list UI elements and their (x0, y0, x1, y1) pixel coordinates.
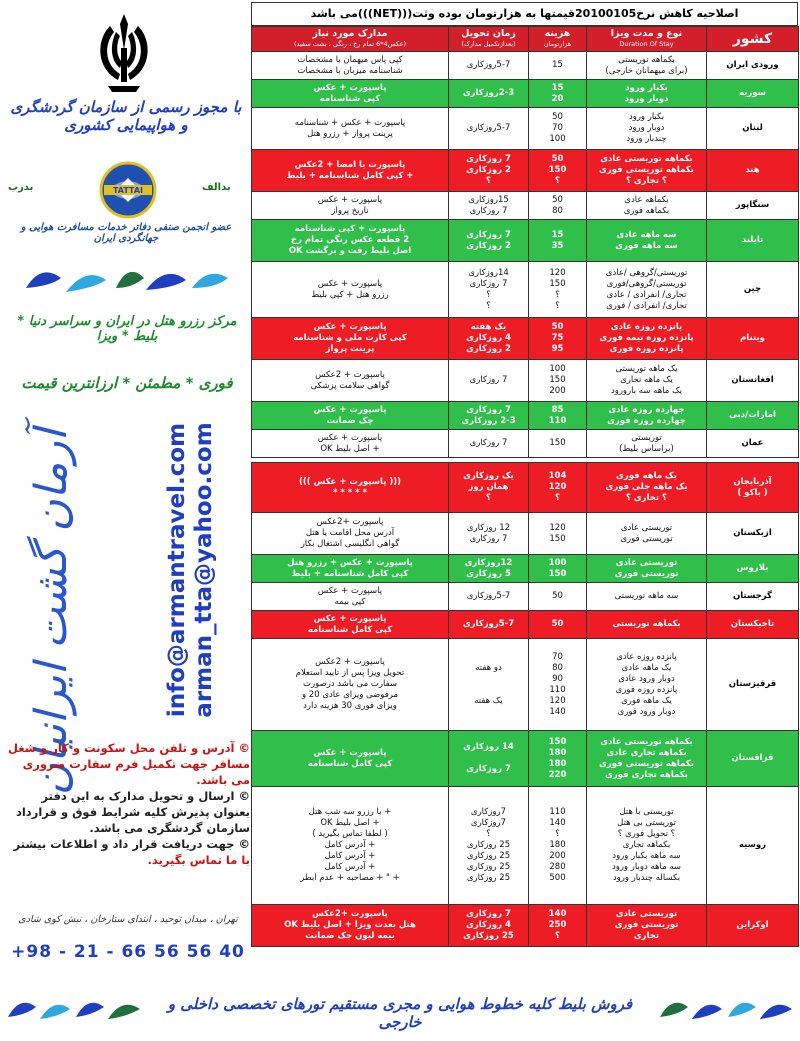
cell-time: 5-7روزکاری (449, 108, 529, 150)
cell-docs: پاسپورت + عکس + شناسنامه پرینت پرواز + رزرو هتل (252, 108, 449, 150)
notice-1: © آدرس و تلفن محل سکونت و کار و شغل مسافر جهت تکمیل فرم سفارت ضروری می باشد. (7, 741, 250, 787)
cell-country: تایلند (707, 220, 799, 262)
table-row (252, 108, 799, 150)
cell-docs: پاسپورت + عکس چک ضمانت (252, 402, 449, 430)
table-row (252, 639, 799, 731)
cell-docs: پاسپورت + عکس کپی کامل شناسنامه (252, 611, 449, 639)
table-row (252, 52, 799, 80)
cell-time: 7 روزکاری (449, 430, 529, 458)
cell-country: قزاقستان (707, 731, 799, 787)
col-time: زمان تحویل (بعدازتکمیل مدارک) (449, 27, 529, 52)
cell-country: سنگاپور (707, 192, 799, 220)
cell-type: پانزده روزه عادی پانزده روزه نیمه فوری پانزده روزه فوری (587, 318, 707, 360)
bism-left: بدالف (202, 182, 231, 193)
cell-type: توریستی عادی توریستی فوری (587, 555, 707, 583)
table-row (252, 513, 799, 555)
cell-price: 50 75 95 (529, 318, 587, 360)
table-row (252, 150, 799, 192)
cell-time: 7 روزکاری 4 روزکاری 25 روزکاری (449, 905, 529, 947)
cell-time: دو هفته یک هفته (449, 639, 529, 731)
cell-type: سه ماهه توریستی (587, 583, 707, 611)
cell-country: اوکراین (707, 905, 799, 947)
cell-time: 12 روزکاری 7 روزکاری (449, 513, 529, 555)
cell-country: ورودی ایران (707, 52, 799, 80)
cell-docs: پاسپورت + عکس تاریخ پرواز (252, 192, 449, 220)
cell-time: 7 روزکاری 2 روزکاری (449, 220, 529, 262)
cell-time: 15روزکاری 7 روزکاری (449, 192, 529, 220)
cell-type: یک ماهه فوری یک ماهه جلی فوری ؟ تجاری ؟ (587, 463, 707, 513)
cell-price: 104 120 ؟ (529, 463, 587, 513)
birds-decoration-icon (16, 258, 236, 306)
cell-type: توریستی/گروهی /عادی توریستی/گروهی/فوری تجاری/ انفرادی / عادی تجاری/ انفرادی / فوری (587, 262, 707, 318)
cell-time: یک هفته 4 روزکاری 2 روزکاری (449, 318, 529, 360)
footer-birds-right-icon (656, 991, 796, 1031)
cell-country: بلاروس (707, 555, 799, 583)
cell-country: لبنان (707, 108, 799, 150)
cell-docs: پاسپورت + عکس کپی کامل شناسنامه (252, 731, 449, 787)
cell-price: 140 250 ؟ (529, 905, 587, 947)
reservation-center-text: مرکز رزرو هتل در ایران و سراسر دنیا * بلیط * ویزا (17, 314, 237, 344)
table-row (252, 402, 799, 430)
cell-country: ازبکستان (707, 513, 799, 555)
cell-price: 150 (529, 430, 587, 458)
cell-time: 5-7روزکاری (449, 611, 529, 639)
page-title: اصلاحیه کاهش نرخ20100105قیمتها به هزارتومان بوده وثت(((NET)))می باشد (251, 2, 798, 26)
cell-type: بکماهه توریستی عادی بکماهه تجاری عادی بکماهه توریستی فوری بکماهه تجاری فوری (587, 731, 707, 787)
cell-country: آذربایجان ( باکو ) (707, 463, 799, 513)
cell-country: عمان (707, 430, 799, 458)
footer-banner (0, 981, 800, 1039)
cell-type: بکبار ورود دوبار ورود چندبار ورود (587, 108, 707, 150)
table-row (252, 463, 799, 513)
cell-type: یک ماهه توریستی یک ماهه تجاری یک ماهه سه بارورود (587, 360, 707, 402)
cell-docs: پاسپورت + عکس کپی بیمه (252, 583, 449, 611)
address-text: تهران ، میدان توحید ، ابتدای ستارخان ، نبش کوی شادی (18, 914, 238, 925)
cell-docs: پاسپورت + عکس + اصل بلیط OK (252, 430, 449, 458)
cell-country: قرقیزستان (707, 639, 799, 731)
cell-type: چهارده روزه عادی چهارده روزه فوری (587, 402, 707, 430)
cell-price: 85 110 (529, 402, 587, 430)
cell-country: روسیه (707, 787, 799, 905)
table-row (252, 80, 799, 108)
table-row (252, 430, 799, 458)
col-type: نوع و مدت ویزا Duration Of Stay (587, 27, 707, 52)
cell-docs: + با رزرو سه شب هتل + اصل بلیط OK ( لطفا تماس بگیرید ) + آدرس کامل + آدرس کامل + آدرس کامل + " + مصاحبه + عدم ابطر (252, 787, 449, 905)
cell-type: بکماهه توریستی (587, 611, 707, 639)
cell-price: 50 (529, 611, 587, 639)
cell-price: 15 35 (529, 220, 587, 262)
cell-docs: پاسپورت + عکس کپی شناسنامه (252, 80, 449, 108)
cell-docs: پاسپورت با امضا + 2عکس + کپی کامل شناسنامه + بلیط (252, 150, 449, 192)
iran-emblem-icon (88, 10, 160, 96)
cell-country: چین (707, 262, 799, 318)
table-row (252, 318, 799, 360)
table-row (252, 731, 799, 787)
fast-text: فوری * مطمئن * ارزانترین قیمت (21, 374, 233, 392)
cell-price: 150 180 180 220 (529, 731, 587, 787)
brand-name: آرمان گشت ایرانیان (26, 429, 77, 796)
cell-time: یک روزکاری همان روز ؟ (449, 463, 529, 513)
email-info[interactable]: info@armantravel.com (164, 422, 190, 718)
cell-docs: پاسپورت + 2عکس تحویل ویزا پس از تایید استعلام سفارت می باشد درصورت مرفوضی ویزای عادی 20 و ویزای فوری 30 هزینه دارد (252, 639, 449, 731)
cell-price: 110 140 ؟ 180 200 280 500 (529, 787, 587, 905)
cell-type: توریستی (براساس بلیط) (587, 430, 707, 458)
cell-country: تاجیکستان (707, 611, 799, 639)
cell-type: بکبار ورود دوبار ورود (587, 80, 707, 108)
cell-type: بکماهه توریستی عادی بکماهه توریستی فوری ؟ تجاری ؟ (587, 150, 707, 192)
table-row (252, 611, 799, 639)
cell-price: 15 (529, 52, 587, 80)
table-row (252, 192, 799, 220)
cell-type: سه ماهه عادی سه ماهه فوری (587, 220, 707, 262)
license-text: با مجوز رسمی از سازمان گردشگری و هواپیمایی کشوری (10, 98, 242, 134)
cell-price: 100 150 200 (529, 360, 587, 402)
cell-docs: پاسپورت + عکس رزرو هتل + کپی بلیط (252, 262, 449, 318)
cell-docs: ((( پاسپورت + عکس ))) * * * * * (252, 463, 449, 513)
cell-type: توریستی عادی توریستی فوری (587, 513, 707, 555)
cell-time: 14 روزکاری 7 روزکاری (449, 731, 529, 787)
cell-price: 120 150 ؟ ؟ (529, 262, 587, 318)
col-country: کشور (707, 27, 799, 52)
cell-country: گرجستان (707, 583, 799, 611)
cell-time: 12روزکاری 5 روزکاری (449, 555, 529, 583)
table-header-row (252, 27, 799, 52)
phone-number[interactable]: +98 - 21 - 66 56 56 40 (11, 942, 245, 962)
cell-docs: پاسپورت + کپی شناسنامه 2 قطعه عکس رنگی تمام رخ اصل بلیط رفت و برگشت OK (252, 220, 449, 262)
cell-country: هند (707, 150, 799, 192)
table-row (252, 583, 799, 611)
rates-panel (251, 2, 798, 947)
tattai-logo-icon (98, 160, 158, 220)
tattai-logo-text: TATTAI (112, 186, 144, 195)
cell-docs: پاسپورت +2عکس هتل بعدت ویزا + اصل بلیط OK بیمه لیون جک ضمانت (252, 905, 449, 947)
cell-time: 14روزکاری 7 روزکاری ؟ ؟ (449, 262, 529, 318)
cell-price: 50 70 100 (529, 108, 587, 150)
cell-time: 2-3روزکاری (449, 80, 529, 108)
cell-country: ویتنام (707, 318, 799, 360)
table-row (252, 360, 799, 402)
table-row (252, 555, 799, 583)
cell-price: 50 (529, 583, 587, 611)
cell-time: 7 روزکاری (449, 360, 529, 402)
col-docs: مدارک مورد نیاز (عکس4*6 تمام رخ ، رنگی ، بشت سفید) (252, 27, 449, 52)
cell-docs: پاسپورت +2عکس آدرس محل اقامت یا هتل گواهی انگلیسی اشتغال بکار (252, 513, 449, 555)
cell-price: 100 150 (529, 555, 587, 583)
table-row (252, 262, 799, 318)
cell-time: 5-7روزکاری (449, 583, 529, 611)
cell-docs: پاسپورت + 2عکس گواهی سلامت پزشکی (252, 360, 449, 402)
notice-2: © ارسال و تحویل مدارک به این دفتر بعنوان پذیرش کلیه شرایط فوق و قرارداد سازمان گردشگری می باشد. (15, 789, 250, 835)
visa-rates-table (251, 26, 799, 947)
cell-type: پانزده روزه عادی یک ماهه عادی دوبار ورود عادی پانزده روزه فوری یک ماهه فوری دوبار ورود فوری (587, 639, 707, 731)
cell-docs: کپی پاس میهمان با مشخصات شناسنامه میزبان با مشخصات (252, 52, 449, 80)
cell-type: توریستی عادی توریستی فوری تجاری (587, 905, 707, 947)
cell-price: 120 150 (529, 513, 587, 555)
bism-right: بدرب (8, 182, 34, 193)
col-price: هزینه هزارتومان (529, 27, 587, 52)
cell-type: توریستی با هتل توریستی بی هتل ؟ تحویل فوری ؟ بکماهه تجاری سه ماهه بکبار ورود سه ماهه دوبار ورود بکساله چندبار ورود (587, 787, 707, 905)
footer-text: فروش بلیط کلیه خطوط هوایی و مجری مستقیم تورهای تخصصی داخلی و خارجی (167, 995, 633, 1031)
notice-3a: © جهت دریافت قرار داد و اطلاعات بیشتر (13, 837, 250, 851)
cell-price: 70 80 90 110 120 140 (529, 639, 587, 731)
cell-time: 5-7روزکاری (449, 52, 529, 80)
association-text: عضو انجمن صنفی دفاتر خدمات مسافرت هوایی و جهانگردی ایران (20, 222, 232, 244)
cell-price: 50 150 ؟ (529, 150, 587, 192)
notice-3b: با ما تماس بگیرید. (147, 853, 250, 867)
sidebar (2, 2, 250, 977)
cell-type: بکماهه توریستی (برای میهمانان خارجی) (587, 52, 707, 80)
cell-country: افغانستان (707, 360, 799, 402)
notice-block (6, 740, 250, 868)
email-yahoo[interactable]: arman_tta@yahoo.com (191, 422, 217, 718)
cell-country: سوریه (707, 80, 799, 108)
cell-docs: پاسپورت + عکس کپی کارت ملی و شناسنامه پرینت پرواز (252, 318, 449, 360)
cell-price: 50 80 (529, 192, 587, 220)
cell-type: بکماهه عادی بکماهه فوری (587, 192, 707, 220)
cell-country: امارات/دبی (707, 402, 799, 430)
table-row (252, 220, 799, 262)
cell-docs: پاسپورت + عکس + رزرو هتل کپی کامل شناسنامه + بلیط (252, 555, 449, 583)
cell-time: 7 روزکاری 2 روزکاری ؟ (449, 150, 529, 192)
table-row (252, 787, 799, 905)
footer-birds-left-icon (4, 991, 144, 1031)
cell-time: 7 روزکاری 2-3 روزکاری (449, 402, 529, 430)
table-row (252, 905, 799, 947)
cell-price: 15 20 (529, 80, 587, 108)
cell-time: 7روزکاری 7روزکاری ؟ 25 روزکاری 25 روزکاری 25 روزکاری 25 روزکاری (449, 787, 529, 905)
